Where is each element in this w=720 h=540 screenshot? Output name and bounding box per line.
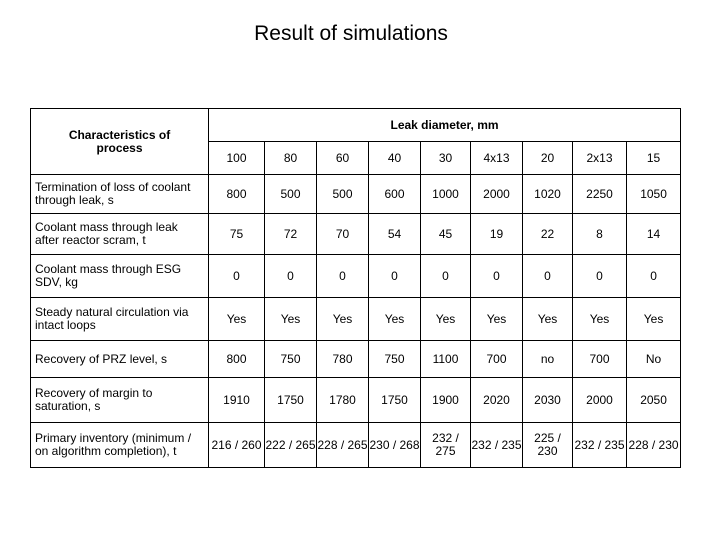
table-cell: 45 [421,214,471,255]
table-cell: 230 / 268 [369,423,421,468]
table-cell: 500 [317,175,369,214]
table-cell: 232 / 235 [573,423,627,468]
table-cell: Yes [209,298,265,341]
table-cell: 600 [369,175,421,214]
table-cell: 800 [209,175,265,214]
table-cell: 800 [209,341,265,378]
table-cell: 0 [627,255,681,298]
table-cell: 222 / 265 [265,423,317,468]
row-label: Coolant mass through ESG SDV, kg [31,255,209,298]
column-header: 100 [209,142,265,175]
table-cell: 22 [523,214,573,255]
table-cell: 0 [209,255,265,298]
table-cell: 2000 [573,378,627,423]
table-row [31,298,681,341]
table-row [31,378,681,423]
column-header: 40 [369,142,421,175]
table-cell: 1750 [265,378,317,423]
table-cell: Yes [627,298,681,341]
leak-diameter-header: Leak diameter, mm [209,109,681,142]
table-cell: Yes [523,298,573,341]
table-cell: 700 [471,341,523,378]
table-cell: 1050 [627,175,681,214]
table-cell: 225 / 230 [523,423,573,468]
table-cell: 1100 [421,341,471,378]
row-label: Steady natural circulation via intact loops [31,298,209,341]
row-label: Termination of loss of coolant through leak, s [31,175,209,214]
table-cell: 0 [421,255,471,298]
table-cell: 2250 [573,175,627,214]
table-cell: 700 [573,341,627,378]
table-cell: 1020 [523,175,573,214]
results-table [30,108,681,468]
table-cell: 750 [369,341,421,378]
table-cell: 228 / 265 [317,423,369,468]
table-cell: 228 / 230 [627,423,681,468]
column-header: 80 [265,142,317,175]
table-cell: 2030 [523,378,573,423]
table-cell: 1900 [421,378,471,423]
table-cell: 14 [627,214,681,255]
table-row [31,214,681,255]
table-row [31,341,681,378]
table-cell: 0 [369,255,421,298]
table-cell: 500 [265,175,317,214]
column-header: 15 [627,142,681,175]
table-cell: Yes [369,298,421,341]
column-header: 60 [317,142,369,175]
table-cell: 0 [317,255,369,298]
table-cell: 2050 [627,378,681,423]
table-cell: 0 [573,255,627,298]
table-cell: 54 [369,214,421,255]
table-cell: 19 [471,214,523,255]
table-cell: 70 [317,214,369,255]
table-cell: 750 [265,341,317,378]
table-cell: 1000 [421,175,471,214]
table-cell: 0 [523,255,573,298]
table-cell: 72 [265,214,317,255]
table-cell: 232 / 275 [421,423,471,468]
column-header: 30 [421,142,471,175]
table-cell: Yes [265,298,317,341]
table-cell: 2020 [471,378,523,423]
row-label: Recovery of PRZ level, s [31,341,209,378]
table-cell: 0 [265,255,317,298]
table-cell: Yes [471,298,523,341]
table-cell: 1910 [209,378,265,423]
table-cell: No [627,341,681,378]
table-row [31,423,681,468]
table-row [31,175,681,214]
table-cell: 1780 [317,378,369,423]
page-title: Result of simulations [254,22,448,45]
row-label: Primary inventory (minimum / on algorithm completion), t [31,423,209,468]
table-cell: Yes [317,298,369,341]
table-cell: 0 [471,255,523,298]
row-label: Recovery of margin to saturation, s [31,378,209,423]
row-header: Characteristics of process [31,109,209,175]
table-row [31,255,681,298]
table-cell: 8 [573,214,627,255]
table-cell: 780 [317,341,369,378]
table-cell: 2000 [471,175,523,214]
column-header: 20 [523,142,573,175]
table-cell: 216 / 260 [209,423,265,468]
table-cell: Yes [573,298,627,341]
row-label: Coolant mass through leak after reactor scram, t [31,214,209,255]
table-cell: Yes [421,298,471,341]
table-cell: no [523,341,573,378]
column-header: 2x13 [573,142,627,175]
column-header: 4x13 [471,142,523,175]
table-cell: 232 / 235 [471,423,523,468]
table-cell: 75 [209,214,265,255]
table-cell: 1750 [369,378,421,423]
